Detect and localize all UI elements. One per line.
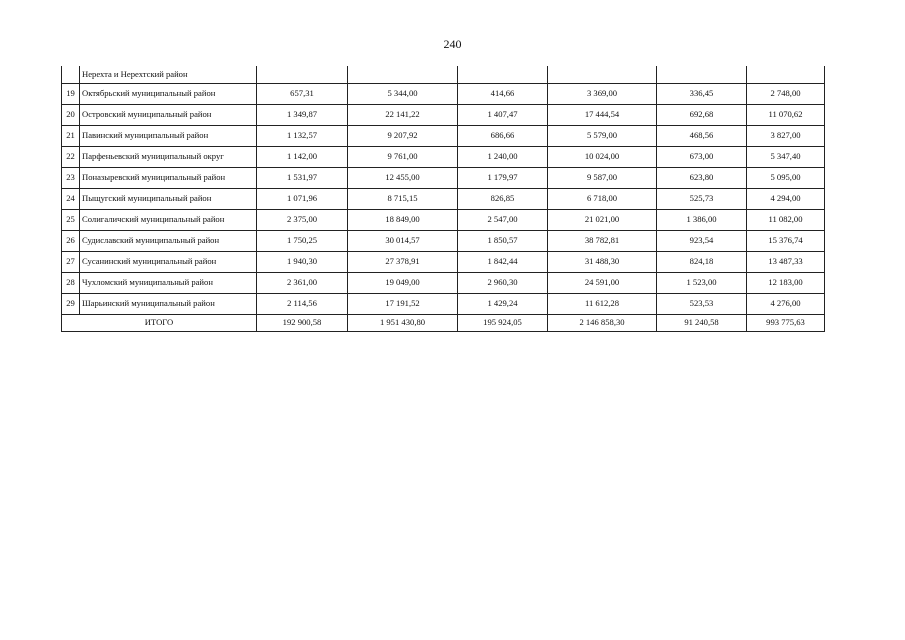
value-cell: 5 347,40 xyxy=(747,147,825,168)
value-cell: 673,00 xyxy=(657,147,747,168)
district-name-cell: Шарьинский муниципальный район xyxy=(80,294,257,315)
total-value-cell: 2 146 858,30 xyxy=(548,315,657,332)
total-value-cell: 993 775,63 xyxy=(747,315,825,332)
value-cell xyxy=(257,66,348,84)
value-cell: 2 748,00 xyxy=(747,84,825,105)
district-name-cell: Пыщугский муниципальный район xyxy=(80,189,257,210)
value-cell: 12 183,00 xyxy=(747,273,825,294)
value-cell: 31 488,30 xyxy=(548,252,657,273)
value-cell: 38 782,81 xyxy=(548,231,657,252)
value-cell: 336,45 xyxy=(657,84,747,105)
value-cell: 4 294,00 xyxy=(747,189,825,210)
value-cell xyxy=(348,66,458,84)
value-cell: 525,73 xyxy=(657,189,747,210)
table-row xyxy=(62,252,825,273)
row-index-cell: 29 xyxy=(62,294,80,315)
table-row-continued xyxy=(62,66,825,84)
value-cell: 1 842,44 xyxy=(458,252,548,273)
value-cell: 1 240,00 xyxy=(458,147,548,168)
row-index-cell: 26 xyxy=(62,231,80,252)
total-value-cell: 1 951 430,80 xyxy=(348,315,458,332)
value-cell: 24 591,00 xyxy=(548,273,657,294)
page-number: 240 xyxy=(443,37,462,51)
table-row xyxy=(62,147,825,168)
row-index-cell: 24 xyxy=(62,189,80,210)
value-cell: 826,85 xyxy=(458,189,548,210)
value-cell: 2 375,00 xyxy=(257,210,348,231)
value-cell: 11 612,28 xyxy=(548,294,657,315)
value-cell: 686,66 xyxy=(458,126,548,147)
value-cell: 18 849,00 xyxy=(348,210,458,231)
table-row xyxy=(62,231,825,252)
row-index-cell: 23 xyxy=(62,168,80,189)
value-cell: 4 276,00 xyxy=(747,294,825,315)
value-cell: 1 850,57 xyxy=(458,231,548,252)
table-row xyxy=(62,105,825,126)
row-index-cell: 21 xyxy=(62,126,80,147)
value-cell: 2 361,00 xyxy=(257,273,348,294)
value-cell: 2 114,56 xyxy=(257,294,348,315)
value-cell: 12 455,00 xyxy=(348,168,458,189)
value-cell: 30 014,57 xyxy=(348,231,458,252)
value-cell: 1 429,24 xyxy=(458,294,548,315)
value-cell: 623,80 xyxy=(657,168,747,189)
value-cell: 3 827,00 xyxy=(747,126,825,147)
district-name-cell: Нерехта и Нерехтский район xyxy=(80,66,257,84)
value-cell: 1 386,00 xyxy=(657,210,747,231)
value-cell: 9 207,92 xyxy=(348,126,458,147)
value-cell: 17 444,54 xyxy=(548,105,657,126)
value-cell: 923,54 xyxy=(657,231,747,252)
value-cell xyxy=(657,66,747,84)
district-name-cell: Павинский муниципальный район xyxy=(80,126,257,147)
value-cell: 523,53 xyxy=(657,294,747,315)
district-name-cell: Сусанинский муниципальный район xyxy=(80,252,257,273)
value-cell: 5 579,00 xyxy=(548,126,657,147)
table-row xyxy=(62,126,825,147)
row-index-cell: 22 xyxy=(62,147,80,168)
table-body xyxy=(62,66,825,332)
table-row xyxy=(62,294,825,315)
value-cell: 21 021,00 xyxy=(548,210,657,231)
value-cell: 1 132,57 xyxy=(257,126,348,147)
value-cell: 11 082,00 xyxy=(747,210,825,231)
value-cell: 15 376,74 xyxy=(747,231,825,252)
value-cell: 1 531,97 xyxy=(257,168,348,189)
value-cell: 657,31 xyxy=(257,84,348,105)
row-index-cell: 20 xyxy=(62,105,80,126)
value-cell: 10 024,00 xyxy=(548,147,657,168)
value-cell: 1 179,97 xyxy=(458,168,548,189)
value-cell: 17 191,52 xyxy=(348,294,458,315)
total-row xyxy=(62,315,825,332)
value-cell: 13 487,33 xyxy=(747,252,825,273)
total-value-cell: 195 924,05 xyxy=(458,315,548,332)
district-name-cell: Октябрьский муниципальный район xyxy=(80,84,257,105)
value-cell: 5 095,00 xyxy=(747,168,825,189)
value-cell: 22 141,22 xyxy=(348,105,458,126)
value-cell: 1 071,96 xyxy=(257,189,348,210)
row-index-cell: 27 xyxy=(62,252,80,273)
total-value-cell: 192 900,58 xyxy=(257,315,348,332)
value-cell: 3 369,00 xyxy=(548,84,657,105)
table-row xyxy=(62,210,825,231)
value-cell: 6 718,00 xyxy=(548,189,657,210)
table-row xyxy=(62,84,825,105)
row-index-cell xyxy=(62,66,80,84)
value-cell: 2 547,00 xyxy=(458,210,548,231)
value-cell: 468,56 xyxy=(657,126,747,147)
value-cell: 8 715,15 xyxy=(348,189,458,210)
value-cell: 414,66 xyxy=(458,84,548,105)
value-cell: 1 523,00 xyxy=(657,273,747,294)
data-table xyxy=(61,66,825,332)
value-cell: 9 587,00 xyxy=(548,168,657,189)
district-name-cell: Солигаличский муниципальный район xyxy=(80,210,257,231)
district-name-cell: Судиславский муниципальный район xyxy=(80,231,257,252)
value-cell: 5 344,00 xyxy=(348,84,458,105)
value-cell: 1 940,30 xyxy=(257,252,348,273)
value-cell: 19 049,00 xyxy=(348,273,458,294)
value-cell xyxy=(747,66,825,84)
district-name-cell: Чухломский муниципальный район xyxy=(80,273,257,294)
district-name-cell: Островский муниципальный район xyxy=(80,105,257,126)
value-cell: 1 142,00 xyxy=(257,147,348,168)
value-cell: 692,68 xyxy=(657,105,747,126)
value-cell: 824,18 xyxy=(657,252,747,273)
value-cell: 1 349,87 xyxy=(257,105,348,126)
row-index-cell: 28 xyxy=(62,273,80,294)
table-row xyxy=(62,273,825,294)
value-cell: 2 960,30 xyxy=(458,273,548,294)
row-index-cell: 25 xyxy=(62,210,80,231)
value-cell: 11 070,62 xyxy=(747,105,825,126)
district-name-cell: Парфеньевский муниципальный округ xyxy=(80,147,257,168)
district-name-cell: Поназыревский муниципальный район xyxy=(80,168,257,189)
total-label-cell: ИТОГО xyxy=(62,315,257,332)
value-cell xyxy=(548,66,657,84)
value-cell: 27 378,91 xyxy=(348,252,458,273)
value-cell: 1 750,25 xyxy=(257,231,348,252)
value-cell: 1 407,47 xyxy=(458,105,548,126)
row-index-cell: 19 xyxy=(62,84,80,105)
value-cell: 9 761,00 xyxy=(348,147,458,168)
table-row xyxy=(62,189,825,210)
total-value-cell: 91 240,58 xyxy=(657,315,747,332)
value-cell xyxy=(458,66,548,84)
table-row xyxy=(62,168,825,189)
